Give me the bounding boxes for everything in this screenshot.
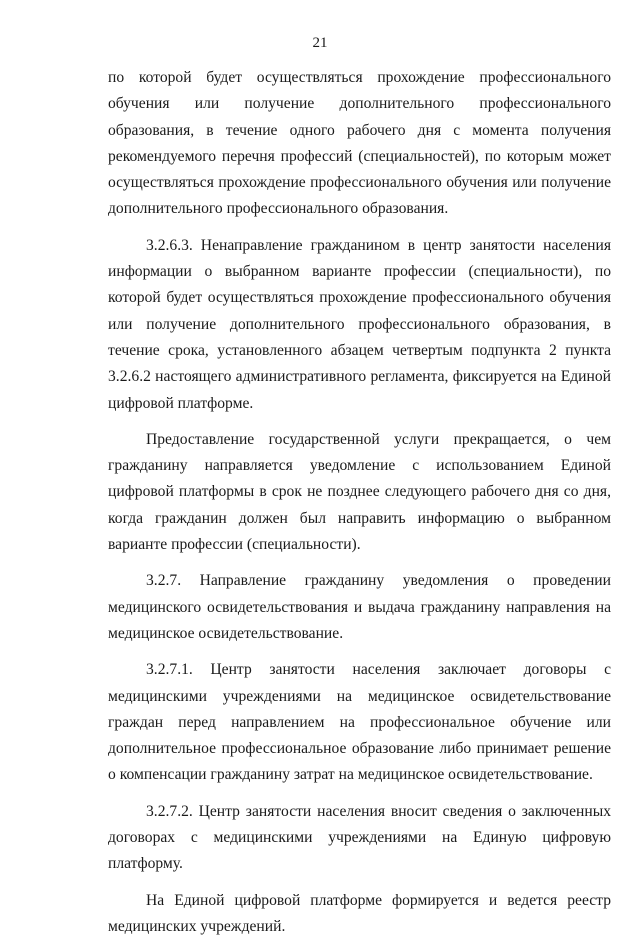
- document-body: [108, 65, 611, 950]
- paragraph-3-2-6-3: 3.2.6.3. Ненаправление гражданином в центр занятости населения информации о выбранном варианте профессии (специальности), по которой будет осуществляться прохождение профессионального обучения или получение дополнительного профессионального образования, в течение срока, установленного абзацем четвертым подпункта 2 пункта 3.2.6.2 настоящего административного регламента, фиксируется на Единой цифровой платформе.: [108, 236, 611, 412]
- paragraph-continuation: по которой будет осуществляться прохождение профессионального обучения или получение дополнительного профессионального образования, в течение одного рабочего дня с момента получения рекомендуемого перечня профессий (специальностей), по которым может осуществляться прохождение профессионального обучения или получение дополнительного профессионального образования.: [108, 69, 611, 218]
- paragraph-registry: На Единой цифровой платформе формируется и ведется реестр медицинских учреждений.: [108, 891, 611, 935]
- paragraph-3-2-7: 3.2.7. Направление гражданину уведомления о проведении медицинского освидетельствования и выдача гражданину направления на медицинское освидетельствование.: [108, 572, 611, 642]
- paragraph-service-termination: Предоставление государственной услуги прекращается, о чем гражданину направляется уведомление с использованием Единой цифровой платформы в срок не позднее следующего рабочего дня со дня, когда гражданин должен был направить информацию о выбранном варианте профессии (специальности).: [108, 430, 611, 554]
- page-number: 21: [312, 35, 328, 51]
- paragraph-3-2-7-2: 3.2.7.2. Центр занятости населения вносит сведения о заключенных договорах с медицинскими учреждениями на Единую цифровую платформу.: [108, 802, 611, 873]
- paragraph-3-2-7-1: 3.2.7.1. Центр занятости населения заключает договоры с медицинскими учреждениями на медицинское освидетельствование граждан перед направлением на профессиональное обучение или дополнительное профессиональное образование либо принимает решение о компенсации гражданину затрат на медицинское освидетельствование.: [108, 661, 611, 784]
